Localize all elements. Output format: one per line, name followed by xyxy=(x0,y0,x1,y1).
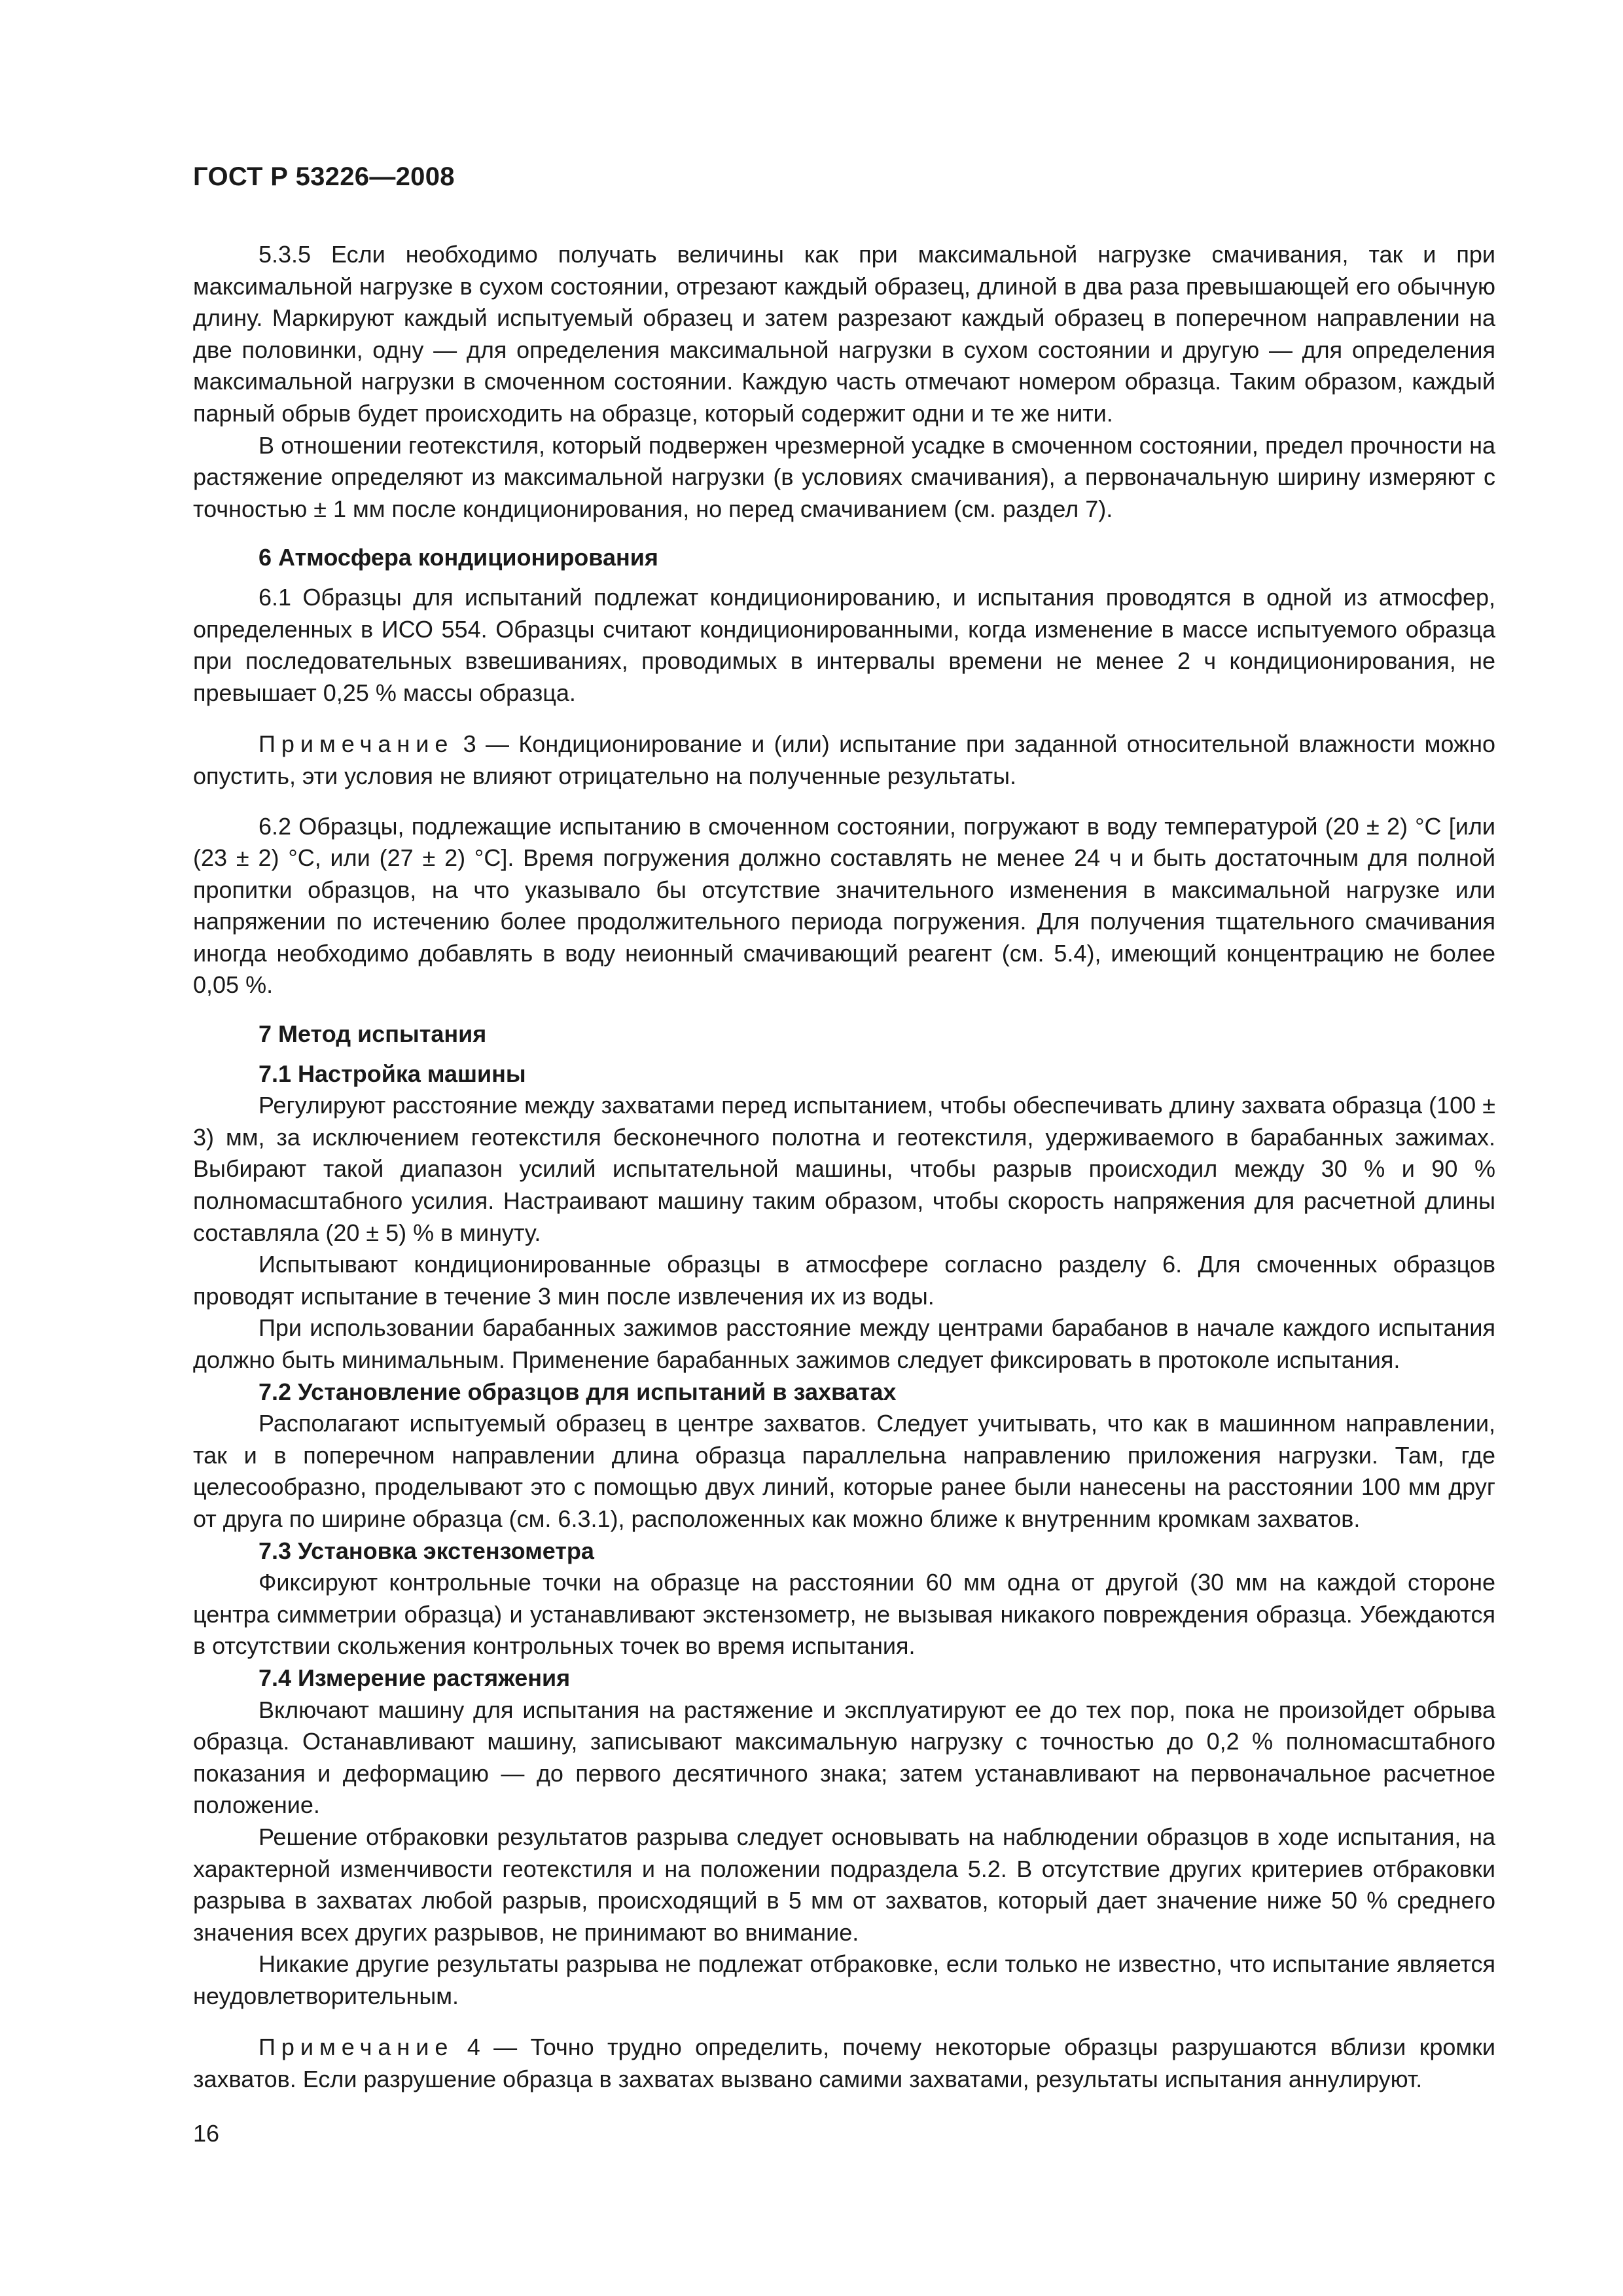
subsection-7-3-heading: 7.3 Установка экстензометра xyxy=(259,1537,594,1564)
paragraph-7-4-c: Никакие другие результаты разрыва не подлежат отбраковке, если только не известно, что испытание является неудовлетворительным. xyxy=(193,1950,1495,2009)
subsection-7-1-heading: 7.1 Настройка машины xyxy=(259,1060,526,1087)
note-4-text: 4 — Точно трудно определить, почему некоторые образцы разрушаются вблизи кромки захватов. Если разрушение образца в захватах вызвано самими захватами, результаты испытания аннулируют. xyxy=(193,2034,1495,2093)
document-code-header: ГОСТ Р 53226—2008 xyxy=(193,162,455,191)
note-3-text: 3 — Кондиционирование и (или) испытание при заданной относительной влажности можно опустить, эти условия не влияют отрицательно на полученные результаты. xyxy=(193,730,1495,789)
document-page xyxy=(193,160,1495,2114)
page-number: 16 xyxy=(193,2120,220,2147)
subsection-7-4-heading: 7.4 Измерение растяжения xyxy=(259,1664,571,1691)
note-4-label: Примечание xyxy=(259,2034,454,2061)
paragraph-5-3-5-continued: В отношении геотекстиля, который подвержен чрезмерной усадке в смоченном состоянии, предел прочности на растяжение определяют из максимальной нагрузки (в условиях смачивания), а первоначальную ширину измеряют с точностью ± 1 мм после кондиционирования, но перед смачиванием (см. раздел 7). xyxy=(193,431,1495,522)
paragraph-7-1-a: Регулируют расстояние между захватами перед испытанием, чтобы обеспечивать длину захвата образца (100 ± 3) мм, за исключением геотекстиля бесконечного полотна и геотекстиля, удерживаемого в барабанных зажимах. Выбирают такой диапазон усилий испытательной машины, чтобы разрыв происходил между 30 % и 90 % полномасштабного усилия. Настраивают машину таким образом, чтобы скорость напряжения для расчетной длины составляла (20 ± 5) % в минуту. xyxy=(193,1092,1495,1246)
paragraph-7-4-b: Решение отбраковки результатов разрыва следует основывать на наблюдении образцов в ходе испытания, на характерной изменчивости геотекстиля и на положении подраздела 5.2. В отсутствие других критериев отбраковки разрыва в захватах любой разрыв, происходящий в 5 мм от захватов, который дает значение ниже 50 % среднего значения всех других разрывов, не принимают во внимание. xyxy=(193,1823,1495,1946)
paragraph-7-1-b: Испытывают кондиционированные образцы в атмосфере согласно разделу 6. Для смоченных образцов проводят испытание в течение 3 мин после извлечения их из воды. xyxy=(193,1251,1495,1310)
note-3 xyxy=(193,728,1495,792)
paragraph-5-3-5: 5.3.5 Если необходимо получать величины как при максимальной нагрузке смачивания, так и при максимальной нагрузке в сухом состоянии, отрезают каждый образец, длиной в два раза превышающей его обычную длину. Маркируют каждый испытуемый образец и затем разрезают каждый образец в поперечном направлении на две половинки, одну — для определения максимальной нагрузки в сухом состоянии и другую — для определения максимальной нагрузки в смоченном состоянии. Каждую часть отмечают номером образца. Таким образом, каждый парный обрыв будет происходить на образце, который содержит одни и те же нити. xyxy=(193,241,1495,427)
subsection-7-2-heading: 7.2 Установление образцов для испытаний в захватах xyxy=(259,1378,897,1405)
paragraph-6-1: 6.1 Образцы для испытаний подлежат кондиционированию, и испытания проводятся в одной из атмосфер, определенных в ИСО 554. Образцы считают кондиционированными, когда изменение в массе испытуемого образца при последовательных взвешиваниях, проводимых в интервалы времени не менее 2 ч кондиционирования, не превышает 0,25 % массы образца. xyxy=(193,583,1495,706)
note-4 xyxy=(193,2032,1495,2095)
paragraph-7-4-a: Включают машину для испытания на растяжение и эксплуатируют ее до тех пор, пока не произойдет обрыва образца. Останавливают машину, записывают максимальную нагрузку с точностью до 0,2 % полномасштабного показания и деформацию — до первого десятичного знака; затем устанавливают на первоначальное расчетное положение. xyxy=(193,1696,1495,1819)
document-body xyxy=(193,239,1495,2096)
paragraph-7-3: Фиксируют контрольные точки на образце на расстоянии 60 мм одна от другой (30 мм на каждой стороне центра симметрии образца) и устанавливают экстензометр, не вызывая никакого повреждения образца. Убеждаются в отсутствии скольжения контрольных точек во время испытания. xyxy=(193,1569,1495,1660)
section-7-heading: 7 Метод испытания xyxy=(259,1020,487,1048)
paragraph-7-2: Располагают испытуемый образец в центре захватов. Следует учитывать, что как в машинном направлении, так и в поперечном направлении длина образца параллельна направлению приложения нагрузки. Там, где целесообразно, проделывают это с помощью двух линий, которые ранее были нанесены на расстоянии 100 мм друг от друга по ширине образца (см. 6.3.1), расположенных как можно ближе к внутренним кромкам захватов. xyxy=(193,1410,1495,1532)
paragraph-7-1-c: При использовании барабанных зажимов расстояние между центрами барабанов в начале каждого испытания должно быть минимальным. Применение барабанных зажимов следует фиксировать в протоколе испытания. xyxy=(193,1314,1495,1373)
section-6-heading: 6 Атмосфера кондиционирования xyxy=(259,544,658,571)
paragraph-6-2: 6.2 Образцы, подлежащие испытанию в смоченном состоянии, погружают в воду температурой (20 ± 2) °С [или (23 ± 2) °С, или (27 ± 2) °С]. Время погружения должно составлять не менее 24 ч и быть достаточным для полной пропитки образцов, на что указывало бы отсутствие значительного изменения в максимальной нагрузке или напряжении по истечению более продолжительного периода погружения. Для получения тщательного смачивания иногда необходимо добавлять в воду неионный смачивающий реагент (см. 5.4), имеющий концентрацию не более 0,05 %. xyxy=(193,812,1495,999)
note-3-label: Примечание xyxy=(259,730,454,758)
